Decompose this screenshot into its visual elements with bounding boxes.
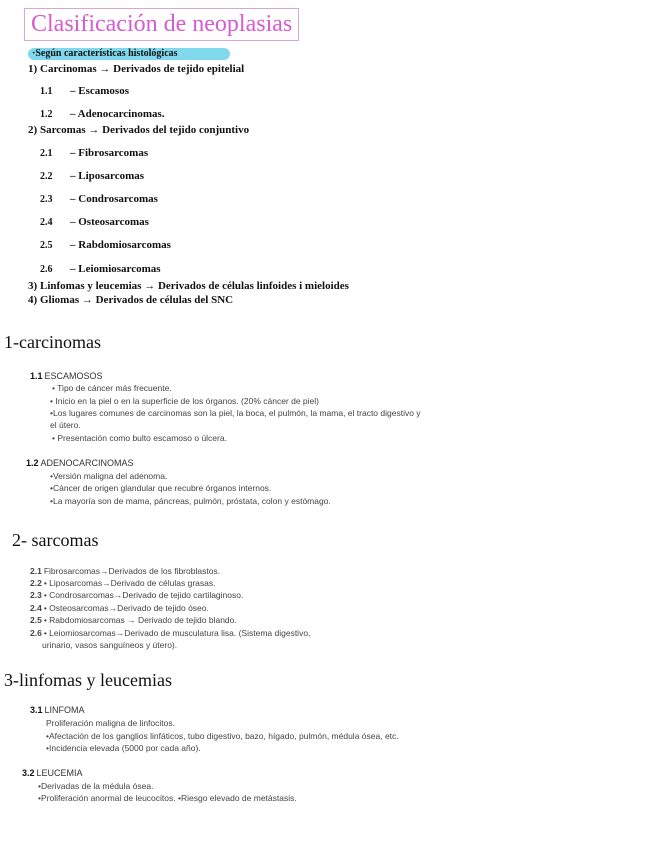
outline-item: 2.2 – Liposarcomas <box>40 170 145 182</box>
text-line: 2.6 • Leiomiosarcomas→Derivado de musculatura lisa. (Sistema digestivo, <box>30 628 311 638</box>
text-line: el útero. <box>50 420 81 430</box>
text-line: 2.3 • Condrosarcomas→Derivado de tejido cartilaginoso. <box>30 590 244 600</box>
text-line: 2.2 • Liposarcomas→Derivado de células grasas. <box>30 578 216 588</box>
outline-item: 1) Carcinomas → Derivados de tejido epitelial <box>28 63 245 75</box>
text-line: 2.1 Fibrosarcomas→Derivados de los fibroblastos. <box>30 566 221 576</box>
text-line: urinario, vasos sanguíneos y útero). <box>42 640 178 650</box>
page-title: Clasificación de neoplasias <box>24 8 299 41</box>
outline-item: 1.2 – Adenocarcinomas. <box>40 108 165 120</box>
subsection-escamosos: 1.1 ESCAMOSOS <box>30 371 103 381</box>
outline-item: 2.5 – Rabdomiosarcomas <box>40 239 171 251</box>
outline-item: 2.4 – Osteosarcomas <box>40 216 149 228</box>
text-line: •Proliferación anormal de leucocitos. •Riesgo elevado de metástasis. <box>38 793 297 803</box>
text-line: • Presentación como bulto escamoso o úlcera. <box>52 433 227 443</box>
section-heading-sarcomas: 2- sarcomas <box>12 530 99 550</box>
text-line: •Cáncer de origen glandular que recubre órganos internos. <box>50 483 272 493</box>
outline-item: 3) Linfomas y leucemias → Derivados de células linfoides i mieloides <box>28 280 349 292</box>
outline-item: 1.1 – Escamosos <box>40 85 129 97</box>
text-line: •Derivadas de la médula ósea. <box>38 781 154 791</box>
outline-item: 4) Gliomas → Derivados de células del SNC <box>28 294 234 306</box>
section-heading-linfomas: 3-linfomas y leucemias <box>4 670 172 690</box>
subsection-linfoma: 3.1 LINFOMA <box>30 705 85 715</box>
text-line: 2.4 • Osteosarcomas→Derivado de tejido óseo. <box>30 603 209 613</box>
outline-item: 2.1 – Fibrosarcomas <box>40 147 149 159</box>
text-line: 2.5 • Rabdomiosarcomas → Derivado de tejido blando. <box>30 615 237 625</box>
text-line: •Incidencia elevada (5000 por cada año). <box>46 743 201 753</box>
text-line: Proliferación maligna de linfocitos. <box>46 718 175 728</box>
subtitle-highlight: ·Según características histológicas <box>28 48 230 60</box>
text-line: • Tipo de cáncer más frecuente. <box>52 383 172 393</box>
section-heading-carcinomas: 1-carcinomas <box>4 332 101 352</box>
outline-item: 2) Sarcomas → Derivados del tejido conjuntivo <box>28 124 250 136</box>
subsection-leucemia: 3.2 LEUCEMIA <box>22 768 83 778</box>
outline-item: 2.3 – Condrosarcomas <box>40 193 158 205</box>
text-line: •Afectación de los ganglios linfáticos, tubo digestivo, bazo, hígado, pulmón, médula ósea, etc. <box>46 731 399 741</box>
text-line: •Los lugares comunes de carcinomas son la piel, la boca, el pulmón, la mama, el tracto digestivo y <box>50 408 421 418</box>
subsection-adenocarcinomas: 1.2 ADENOCARCINOMAS <box>26 458 134 468</box>
text-line: •La mayoría son de mama, páncreas, pulmón, próstata, colon y estómago. <box>50 496 331 506</box>
text-line: •Versión maligna del adenoma. <box>50 471 168 481</box>
outline-item: 2.6 – Leiomiosarcomas <box>40 263 161 275</box>
text-line: • Inicio en la piel o en la superficie de los órganos. (20% cáncer de piel) <box>50 396 319 406</box>
